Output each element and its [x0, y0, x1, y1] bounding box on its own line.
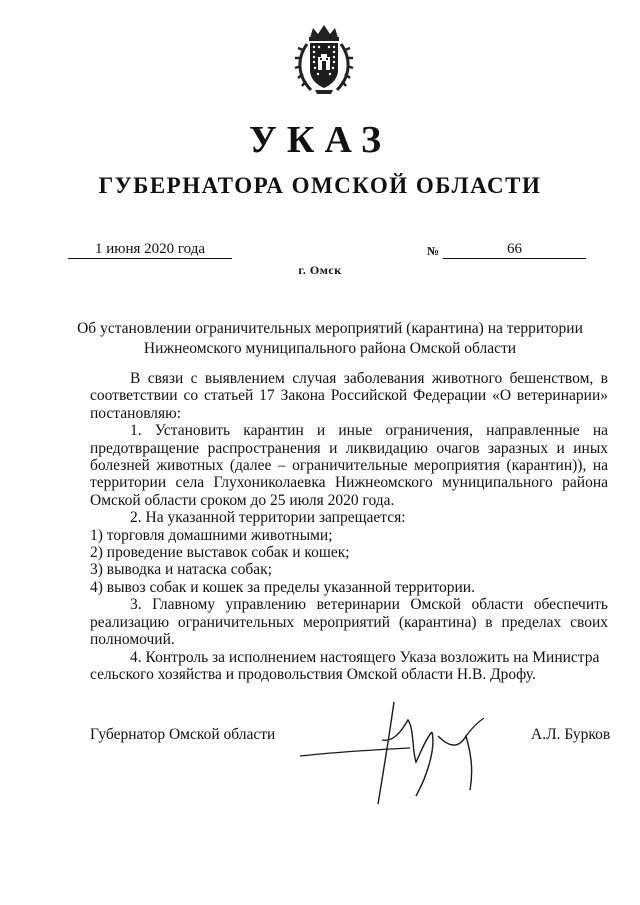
signature: [298, 698, 508, 808]
document-date: 1 июня 2020 года: [68, 240, 232, 259]
document-subtitle: ГУБЕРНАТОРА ОМСКОЙ ОБЛАСТИ: [98, 173, 542, 198]
paragraph-item-2: 2. На указанной территории запрещается:: [130, 509, 406, 527]
list-item: 2) проведение выставок собак и кошек;: [90, 544, 350, 562]
document-body: [90, 370, 608, 683]
paragraph-preamble: В связи с выявлением случая заболевания животного бешенством, в соответствии со статьей 17 Закона Российской Федерации «О ветеринарии» постановляю:: [90, 370, 608, 422]
paragraph-item-1: 1. Установить карантин и иные ограничения, направленные на предотвращение распространения и ликвидацию очагов заразных и иных болезней животных (далее – ограничительные мероприятия (карантин)), на территории села Глухониколаевка Нижнеомского муниципального района Омской области сроком до 25 июля 2020 года.: [90, 422, 608, 509]
document-heading: Об установлении ограничительных мероприятий (карантина) на территории Нижнеомского муниципального района Омской области: [77, 320, 583, 357]
signatory-name: А.Л. Бурков: [531, 726, 611, 743]
document-title: УКАЗ: [249, 119, 391, 161]
document-number: 66: [443, 240, 586, 259]
coat-of-arms-icon: [293, 24, 355, 98]
signatory-position: Губернатор Омской области: [90, 726, 276, 743]
paragraph-item-4: 4. Контроль за исполнением настоящего Указа возложить на Министра сельского хозяйства и продовольствия Омской области Н.В. Дрофу.: [90, 648, 600, 683]
list-item: 1) торговля домашними животными;: [90, 526, 333, 544]
document-city: г. Омск: [298, 263, 342, 277]
number-sign: №: [427, 244, 440, 258]
list-item: 3) выводка и натаска собак;: [90, 561, 272, 579]
list-item: 4) вывоз собак и кошек за пределы указанной территории.: [90, 578, 475, 596]
paragraph-item-3: 3. Главному управлению ветеринарии Омской области обеспечить реализацию ограничительных мероприятий (карантина) в пределах своих полномочий.: [90, 596, 608, 649]
